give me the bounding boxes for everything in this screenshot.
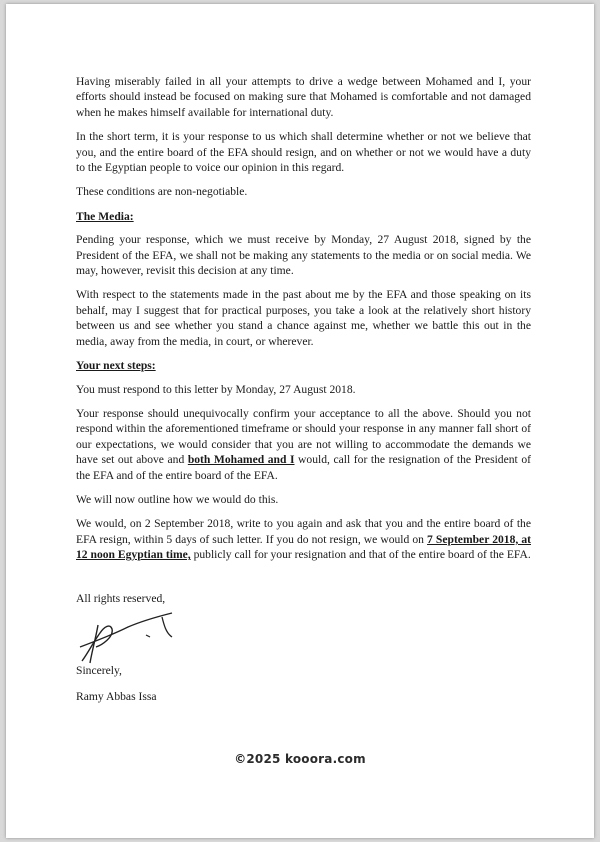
- emphasis-both-mohamed-and-i: both Mohamed and I: [187, 453, 295, 467]
- paragraph-outline: We will now outline how we would do this.: [76, 492, 279, 506]
- text-run: Your response should unequivocally confirm your acceptance to all the above. Should you not respond within the aforementioned timeframe or should your response in any manner fall short of our expectations, we would consider that you are not willing to accommodate the demands we have set out above and: [76, 406, 531, 467]
- text-run: would, call for the resignation of the President of the EFA and of the entire board of the EFA.: [76, 453, 531, 482]
- letter-body: [76, 74, 531, 714]
- signature: [76, 615, 531, 663]
- heading-the-media: The Media:: [76, 209, 134, 223]
- emphasis-deadline-date: 7 September 2018, at 12 noon Egyptian time,: [76, 532, 531, 562]
- paragraph-response-demands: [76, 406, 531, 483]
- paragraph-pending-response: Pending your response, which we must receive by Monday, 27 August 2018, signed by the President of the EFA, we shall not be making any statements to the media or on social media. We may, however, revisit this decision at any time.: [76, 233, 531, 278]
- text-run: publicly call for your resignation and that of the entire board of the EFA.: [190, 548, 531, 562]
- watermark-kooora: ©2025 kooora.com: [234, 752, 366, 766]
- paragraph-drive-wedge: Having miserably failed in all your attempts to drive a wedge between Mohamed and I, your efforts should instead be focused on making sure that Mohamed is comfortable and not damaged when he makes himself available for international duty.: [76, 75, 531, 119]
- paragraph-must-respond: You must respond to this letter by Monday, 27 August 2018.: [76, 382, 356, 396]
- text-run: We would, on 2 September 2018, write to you again and ask that you and the entire board of the EFA resign, within 5 days of such letter. If you do not resign, we would on: [76, 517, 531, 546]
- paragraph-past-statements: With respect to the statements made in the past about me by the EFA and those speaking on its behalf, may I suggest that for practical purposes, you take a look at the relatively short history between us and see whether you stand a chance against me, whether we battle this out in the media, away from the media, in court, or wherever.: [76, 288, 531, 348]
- all-rights-reserved: All rights reserved,: [76, 591, 166, 605]
- paragraph-non-negotiable: These conditions are non-negotiable.: [76, 185, 248, 199]
- handwritten-signature: [76, 611, 186, 669]
- heading-next-steps: Your next steps:: [76, 359, 156, 373]
- closing-sincerely: Sincerely,: [76, 663, 122, 677]
- paragraph-short-term: In the short term, it is your response to us which shall determine whether or not we believe that you, and the entire board of the EFA should resign, and on whether or not we would have a duty to the Egyptian people to voice our opinion in this regard.: [76, 130, 531, 175]
- letter-page: [6, 4, 594, 838]
- paragraph-resignation-timeline: [76, 516, 531, 562]
- signatory-name: Ramy Abbas Issa: [76, 690, 157, 704]
